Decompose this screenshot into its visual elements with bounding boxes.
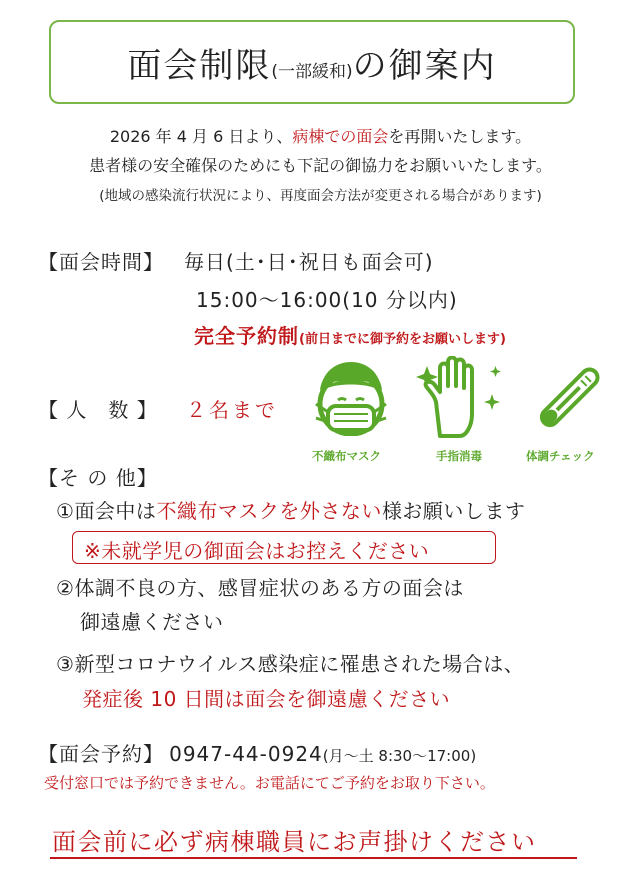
footer-underline (50, 857, 577, 859)
intro-line-1 (0, 124, 641, 147)
item-2-line-2: 御遠慮ください (80, 610, 224, 634)
item-2-number: ② (56, 576, 75, 600)
item-3-text: 新型コロナウイルス感染症に罹患された場合は、 (74, 652, 525, 676)
page-title (127, 38, 496, 87)
reservation-required-text: 完全予約制 (194, 324, 299, 348)
item-2-line-1 (56, 572, 464, 601)
reservation-note: (前日までに御予約をお願いします) (299, 332, 506, 347)
title-paren: (一部緩和) (271, 61, 353, 82)
item-3-line-2: 発症後 10 日間は面会を御遠慮ください (82, 687, 451, 711)
visiting-days: 毎日(土･日･祝日も面会可) (184, 250, 434, 274)
footer-message: 面会前に必ず病棟職員にお声掛けください (52, 828, 537, 856)
item-3-line-1 (56, 648, 524, 677)
reservation-note-line: 受付窓口では予約できません。お電話にてご予約をお取り下さい。 (44, 774, 495, 792)
thermometer-icon (524, 358, 614, 438)
item-1 (56, 495, 525, 524)
item-1-text-post: 様お願いします (381, 499, 526, 523)
people-value: ２名まで (186, 398, 278, 422)
masked-face-icon (308, 360, 408, 460)
icon-caption-health-check: 体調チェック (526, 449, 595, 463)
reception-hours: (月～土 8:30～17:00) (322, 747, 477, 765)
caution-text: ※未就学児の御面会はお控えください (84, 539, 430, 563)
icon-caption-sanitize: 手指消毒 (436, 449, 482, 463)
title-tail: の御案内 (352, 45, 497, 86)
visiting-hours-label: 【面会時間】 (38, 250, 164, 274)
item-1-number: ① (56, 499, 75, 523)
intro-highlight: 病棟での面会 (292, 127, 389, 146)
icon-caption-mask: 不織布マスク (312, 449, 381, 463)
reservation-required (194, 320, 506, 349)
other-label: 【そ の 他】 (38, 466, 158, 490)
intro-line-3: (地域の感染流行状況により、再度面会方法が変更される場合があります) (99, 188, 542, 204)
reservation-contact-label: 【面会予約】 (38, 742, 164, 766)
item-2-text: 体調不良の方、感冒症状のある方の面会は (74, 576, 464, 600)
title-main: 面会制限 (127, 45, 272, 86)
visiting-time: 15:00～16:00(10 分以内) (196, 288, 458, 312)
item-3-number: ③ (56, 652, 75, 676)
intro-date-text: 2026 年 4 月 6 日より、 (109, 127, 293, 146)
people-label: 【 人 数 】 (38, 398, 158, 422)
intro-text-tail: を再開いたします。 (388, 127, 532, 146)
item-1-highlight: 不織布マスクを外さない (156, 499, 382, 523)
item-1-text-pre: 面会中は (74, 499, 157, 523)
hand-sanitize-icon (410, 356, 510, 446)
title-box (49, 20, 575, 104)
phone-number: 0947-44-0924 (169, 742, 323, 766)
intro-line-2: 患者様の安全確保のためにも下記の御協力をお願いいたします。 (89, 156, 552, 175)
reservation-contact (38, 738, 476, 767)
